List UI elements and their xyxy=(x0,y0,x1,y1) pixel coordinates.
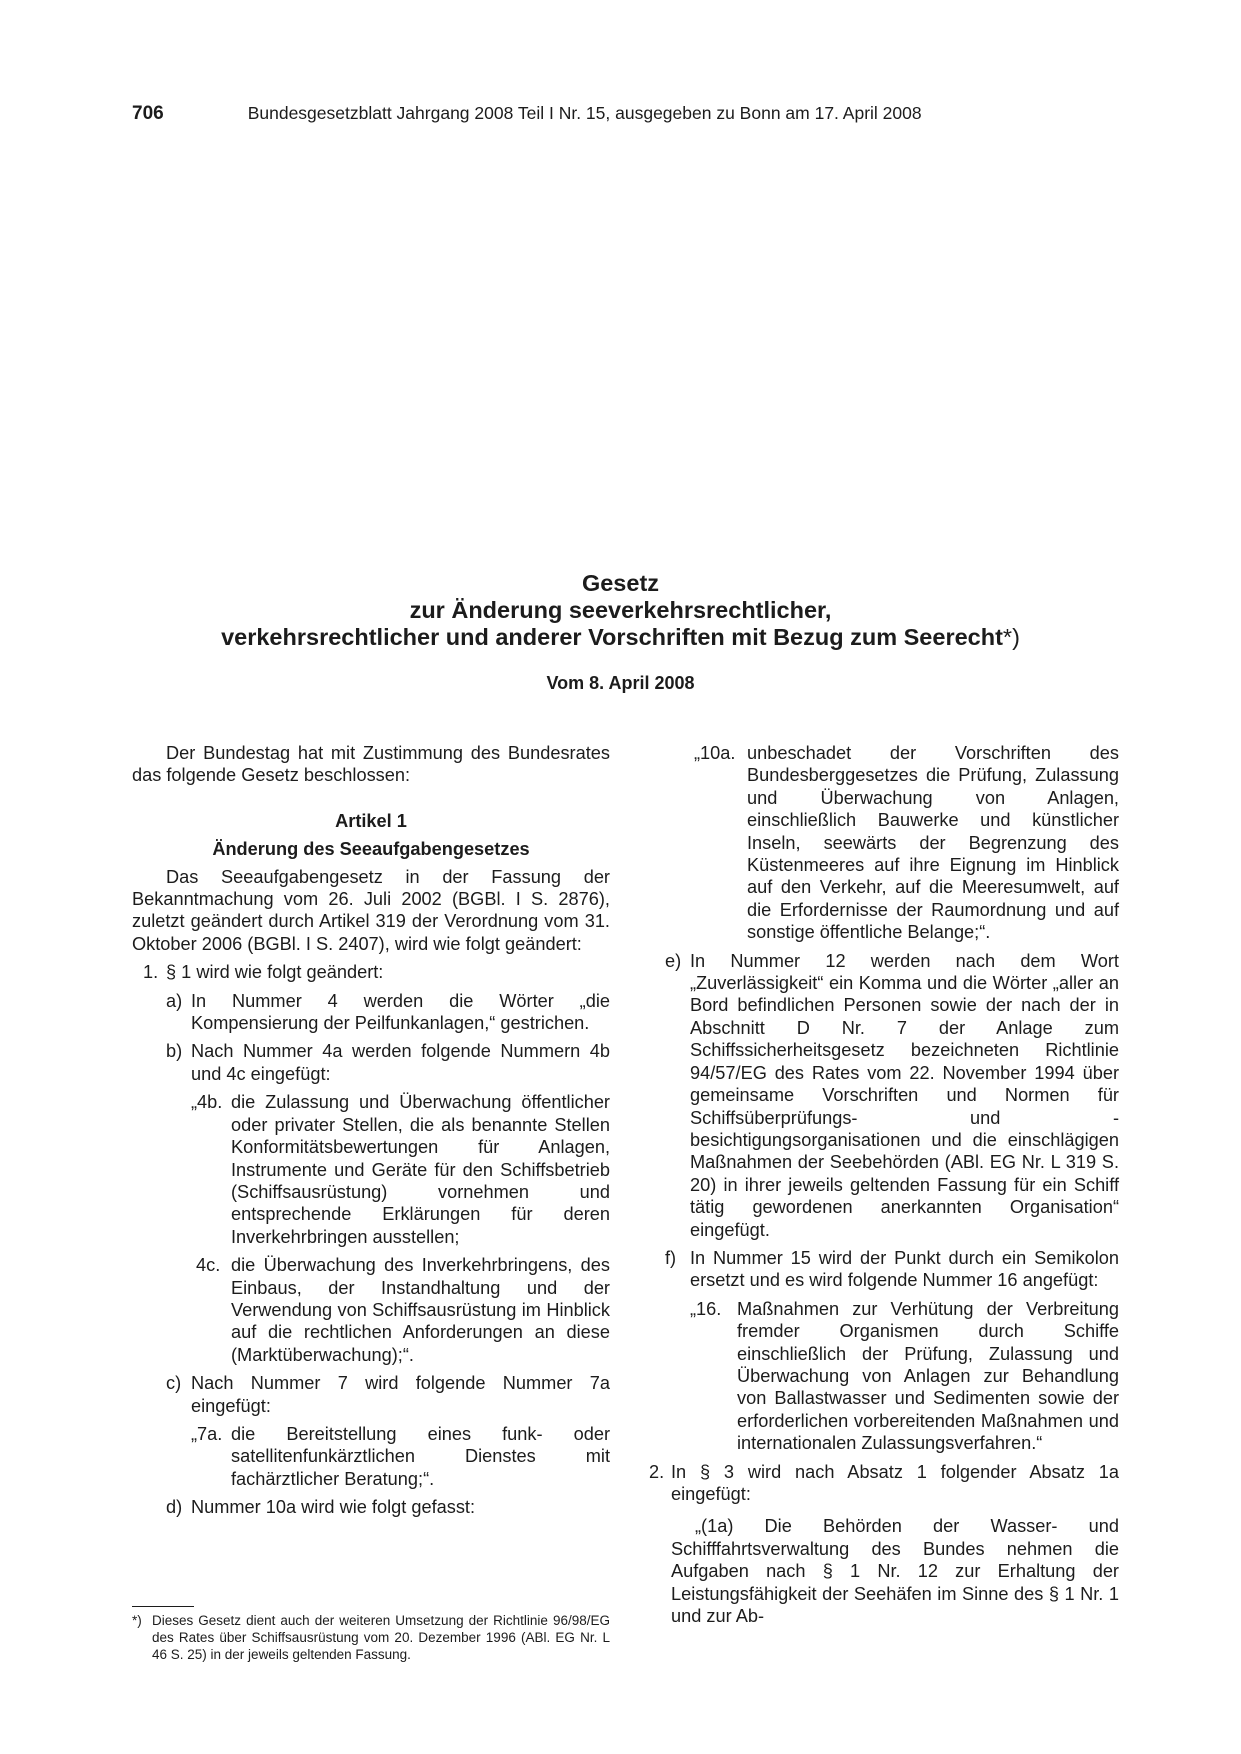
item-label: 4c. xyxy=(196,1255,221,1276)
right-column xyxy=(649,742,1119,1627)
quoted-paragraph xyxy=(649,1515,1119,1627)
item-label: f) xyxy=(665,1247,677,1268)
footnote-marker: *) xyxy=(132,1613,142,1628)
journal-line: Bundesgesetzblatt Jahrgang 2008 Teil I Nr. 15, ausgegeben zu Bonn am 17. April 2008 xyxy=(247,103,922,123)
list-item xyxy=(132,1040,610,1085)
list-item xyxy=(649,742,1119,944)
title-line-3-text: verkehrsrechtlicher und anderer Vorschriften mit Bezug zum Seerecht xyxy=(221,624,1003,650)
item-text: In Nummer 15 wird der Punkt durch ein Semikolon ersetzt und es wird folgende Nummer 16 angefügt: xyxy=(690,1247,1119,1291)
item-label: „10a. xyxy=(694,743,736,763)
running-head xyxy=(132,101,922,126)
law-title xyxy=(0,570,1241,651)
list-item xyxy=(132,1254,610,1366)
item-text: die Überwachung des Inverkehrbringens, des Einbaus, der Instandhaltung und der Verwendung von Schiffsausrüstung im Hinblick auf die rechtlichen Anforderungen an diese (Marktüberwachung);“. xyxy=(231,1255,610,1365)
item-text: die Bereitstellung eines funk- oder satellitenfunkärztlichen Dienstes mit fachärztlicher Beratung;“. xyxy=(231,1423,610,1489)
article-intro: Das Seeaufgabengesetz in der Fassung der Bekanntmachung vom 26. Juli 2002 (BGBl. I S. 2876), zuletzt geändert durch Artikel 319 der Verordnung vom 31. Oktober 2006 (BGBl. I S. 2407), wird wie folgt geändert: xyxy=(132,866,610,954)
item-label: b) xyxy=(166,1041,183,1062)
title-line-3 xyxy=(0,624,1241,651)
item-text: § 1 wird wie folgt geändert: xyxy=(166,962,384,983)
quoted-paragraph-text: „(1a) Die Behörden der Wasser- und Schifffahrtsverwaltung des Bundes nehmen die Aufgaben nach § 1 Nr. 12 zur Erhaltung der Leistungsfähigkeit der Seehäfen im Sinne des § 1 Nr. 1 und zur Ab- xyxy=(671,1516,1119,1627)
list-item xyxy=(132,1091,610,1248)
item-label: e) xyxy=(665,950,682,971)
item-label: c) xyxy=(166,1373,182,1394)
list-item xyxy=(649,1298,1119,1455)
list-item xyxy=(132,1423,610,1490)
item-text: In § 3 wird nach Absatz 1 folgender Absatz 1a eingefügt: xyxy=(671,1461,1119,1504)
left-column xyxy=(132,742,610,1519)
item-text: In Nummer 12 werden nach dem Wort „Zuverlässigkeit“ ein Komma und die Wörter „aller an Bord befindlichen Personen sowie der nach der in Abschnitt D Nr. 7 der Anlage zum Schiffssicherheitsgesetz bezeichneten Richtlinie 94/57/EG des Rates vom 22. November 1994 über gemeinsame Vorschriften und Normen für Schiffsüberprüfungs- und -besichtigungsorganisationen und die einschlägigen Maßnahmen der Seebehörden (ABl. EG Nr. L 319 S. 20) in ihrer jeweils geltenden Fassung für ein Schiff tätig gewordenen anerkannten Organisation“ eingefügt. xyxy=(690,950,1119,1240)
page-number: 706 xyxy=(132,103,164,124)
list-item xyxy=(649,1247,1119,1292)
item-label: 1. xyxy=(143,962,159,983)
item-label: a) xyxy=(166,990,183,1011)
list-item xyxy=(649,950,1119,1241)
list-item xyxy=(132,1496,610,1518)
footnote xyxy=(132,1612,610,1663)
article-subheading: Änderung des Seeaufgabengesetzes xyxy=(212,839,530,860)
item-text: In Nummer 4 werden die Wörter „die Kompensierung der Peilfunkanlagen,“ gestrichen. xyxy=(191,990,610,1034)
list-item xyxy=(132,961,610,983)
item-text: Nummer 10a wird wie folgt gefasst: xyxy=(191,1497,476,1518)
list-item xyxy=(132,1372,610,1417)
item-label: „7a. xyxy=(191,1423,223,1444)
footnote-text: Dieses Gesetz dient auch der weiteren Umsetzung der Richtlinie 96/98/EG des Rates über Schiffsausrüstung vom 20. Dezember 1996 (ABl. EG Nr. L 46 S. 25) in der jeweils geltenden Fassung. xyxy=(152,1613,610,1662)
list-item xyxy=(132,990,610,1035)
footnote-divider xyxy=(132,1606,194,1607)
title-line-1: Gesetz xyxy=(581,570,660,596)
law-date: Vom 8. April 2008 xyxy=(546,673,695,693)
item-label: d) xyxy=(166,1497,183,1518)
article-heading: Artikel 1 xyxy=(335,810,407,831)
item-label: 2. xyxy=(649,1461,665,1482)
item-text: unbeschadet der Vorschriften des Bundesberggesetzes die Prüfung, Zulassung und Überwachung von Anlagen, einschließlich Bauwerke und künstlicher Inseln, seewärts der Begrenzung des Küstenmeeres auf ihre Eignung im Hinblick auf den Verkehr, auf die Meeresumwelt, auf die Erfordernisse der Raumordnung und auf sonstige öffentliche Belange;“. xyxy=(747,743,1119,943)
item-text: Maßnahmen zur Verhütung der Verbreitung fremder Organismen durch Schiffe einschließlich der Prüfung, Zulassung und Überwachung von Anlagen zur Behandlung von Ballastwasser und Sedimenten sowie der erforderlichen vorbereitenden Maßnahmen und internationalen Zulassungsverfahren.“ xyxy=(737,1298,1119,1454)
list-item xyxy=(649,1461,1119,1506)
item-label: „16. xyxy=(690,1298,722,1319)
item-text: Nach Nummer 7 wird folgende Nummer 7a eingefügt: xyxy=(191,1373,610,1416)
item-text: Nach Nummer 4a werden folgende Nummern 4b und 4c eingefügt: xyxy=(191,1041,610,1084)
preamble: Der Bundestag hat mit Zustimmung des Bundesrates das folgende Gesetz beschlossen: xyxy=(132,743,610,786)
title-footnote-marker: *) xyxy=(1002,624,1020,650)
item-text: die Zulassung und Überwachung öffentlicher oder privater Stellen, die als benannte Stellen Konformitätsbewertungen für Anlagen, Instrumente und Geräte für den Schiffsbetrieb (Schiffsausrüstung) vornehmen und entsprechende Erklärungen für deren Inverkehrbringen ausstellen; xyxy=(231,1092,610,1247)
item-label: „4b. xyxy=(191,1092,223,1113)
title-line-2: zur Änderung seeverkehrsrechtlicher, xyxy=(409,597,832,623)
